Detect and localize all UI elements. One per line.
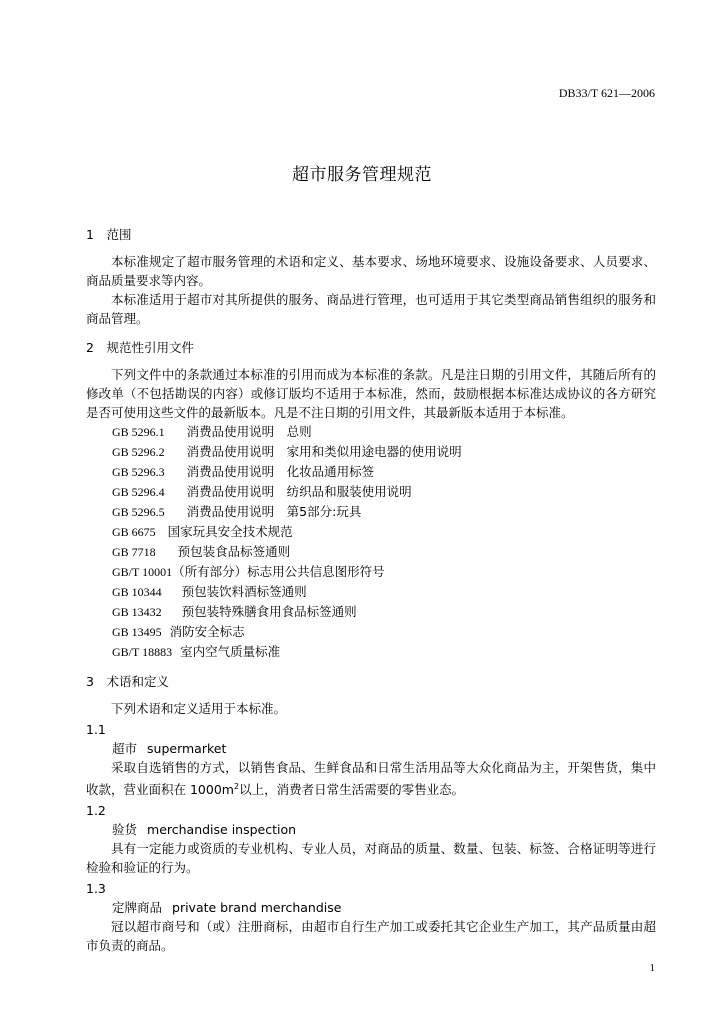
- scope-paragraph-1: 本标准规定了超市服务管理的术语和定义、基本要求、场地环境要求、设施设备要求、人员要求、商品质量要求等内容。: [86, 254, 656, 288]
- reference-title: 消费品使用说明 家用和类似用途电器的使用说明: [186, 444, 462, 459]
- term-chinese: 定牌商品: [112, 900, 163, 916]
- reference-code: GB 5296.3: [112, 465, 165, 479]
- section-heading-scope: 1 范围: [86, 227, 132, 242]
- reference-title: 消费品使用说明 第5部分:玩具: [186, 504, 362, 519]
- reference-title: 消防安全标志: [169, 624, 245, 639]
- term-chinese: 验货: [112, 822, 138, 838]
- term-english: supermarket: [147, 741, 227, 756]
- term-name: [112, 898, 656, 917]
- section-heading-normative-references: 2 规范性引用文件: [86, 340, 194, 355]
- reference-title: 国家玩具安全技术规范: [167, 524, 293, 539]
- term-number: 1.3: [86, 881, 106, 897]
- document-title: 超市服务管理规范: [292, 165, 432, 185]
- document-body: [86, 225, 656, 955]
- term-definition: 具有一定能力或资质的专业机构、专业人员，对商品的质量、数量、包装、标签、合格证明等进行检验和验证的行为。: [86, 841, 656, 876]
- reference-title: 室内空气质量标准: [180, 644, 281, 659]
- reference-item: [112, 422, 656, 442]
- reference-title: 预包装食品标签通则: [177, 544, 291, 559]
- reference-item: [112, 462, 656, 482]
- term-name: [112, 739, 656, 758]
- reference-code: GB 10344: [112, 585, 162, 599]
- term-english: merchandise inspection: [147, 822, 297, 838]
- reference-code: GB/T 10001: [112, 565, 173, 579]
- term-english: private brand merchandise: [172, 900, 342, 916]
- reference-title: 消费品使用说明 化妆品通用标签: [186, 464, 375, 479]
- standard-code: DB33/T 621—2006: [558, 86, 655, 100]
- term-number: 1.2: [86, 803, 106, 819]
- reference-item: [112, 562, 656, 582]
- reference-code: GB 13432: [112, 605, 162, 619]
- reference-code: GB/T 18883: [112, 645, 173, 659]
- reference-code: GB 13495: [112, 625, 162, 639]
- reference-item: [112, 542, 656, 562]
- reference-item: [112, 442, 656, 462]
- reference-title: 消费品使用说明 总则: [186, 424, 312, 439]
- term-name: [112, 820, 656, 839]
- terms-intro-paragraph: 下列术语和定义适用于本标准。: [111, 701, 287, 716]
- term-definition: 采取自选销售的方式，以销售食品、生鲜食品和日常生活用品等大众化商品为主，开架售货，集中收款，营业面积在 $1000m^2$以上，消费者日常生活需要的零售业态。: [86, 760, 656, 798]
- reference-item: [112, 642, 656, 662]
- reference-title: 预包装特殊膳食用食品标签通则: [181, 604, 357, 619]
- reference-title: 消费品使用说明 纺织品和服装使用说明: [186, 484, 412, 499]
- reference-code: GB 5296.1: [112, 425, 165, 439]
- reference-item: [112, 582, 656, 602]
- scope-paragraph-2: 本标准适用于超市对其所提供的服务、商品进行管理，也可适用于其它类型商品销售组织的服务和商品管理。: [86, 292, 656, 326]
- reference-item: [112, 482, 656, 502]
- reference-item: [112, 502, 656, 522]
- reference-code: GB 6675: [112, 525, 156, 539]
- term-number: 1.1: [86, 722, 106, 737]
- reference-code: GB 5296.2: [112, 445, 165, 459]
- reference-code: GB 7718: [112, 545, 156, 559]
- reference-item: [112, 622, 656, 642]
- reference-code: GB 5296.4: [112, 485, 165, 499]
- term-definition: 冠以超市商号和（或）注册商标，由超市自行生产加工或委托其它企业生产加工，其产品质量由超市负责的商品。: [86, 919, 656, 954]
- reference-code: GB 5296.5: [112, 505, 165, 519]
- references-intro-paragraph: 下列文件中的条款通过本标准的引用而成为本标准的条款。凡是注日期的引用文件，其随后所有的修改单（不包括勘误的内容）或修订版均不适用于本标准，然而，鼓励根据本标准达成协议的各方研究是否可使用这些文件的最新版本。凡是不注日期的引用文件，其最新版本适用于本标准。: [86, 367, 656, 420]
- page-number: 1: [649, 962, 655, 974]
- section-heading-terms: 3 术语和定义: [86, 674, 169, 689]
- reference-item: [112, 522, 656, 542]
- superscript: 2: [233, 782, 240, 791]
- term-chinese: 超市: [112, 741, 138, 756]
- reference-title: （所有部分）标志用公共信息图形符号: [172, 564, 385, 579]
- reference-title: 预包装饮料酒标签通则: [181, 584, 307, 599]
- reference-item: [112, 602, 656, 622]
